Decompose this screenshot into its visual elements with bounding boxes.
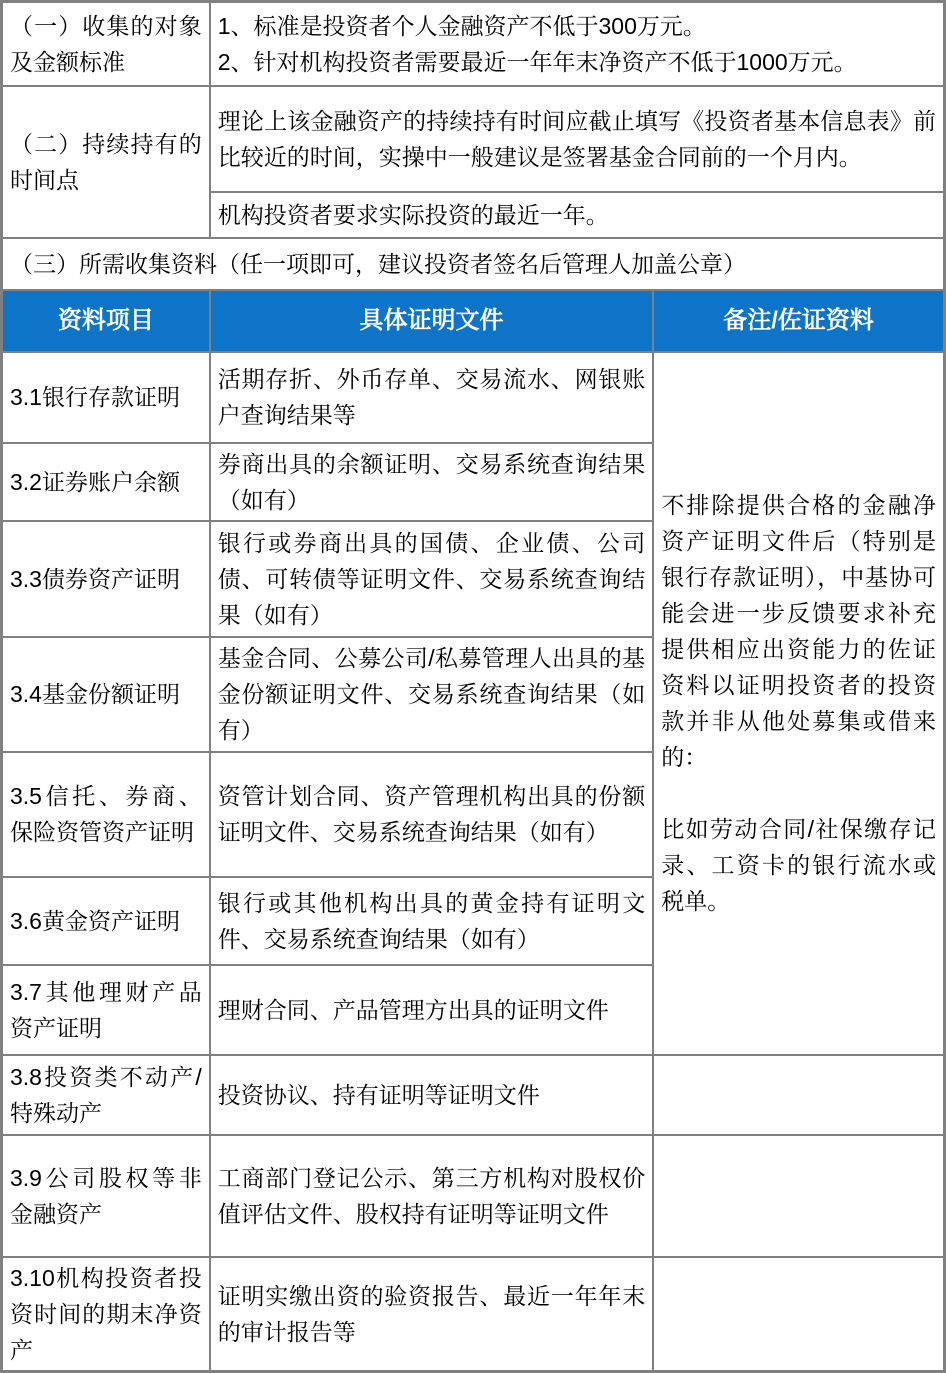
section-2-institution-text: 机构投资者要求实际投资的最近一年。 — [210, 192, 945, 238]
row-3-2-item: 3.2证券账户余额 — [2, 443, 210, 521]
section-2-label: （二）持续持有的时间点 — [2, 86, 210, 238]
row-3-6-item: 3.6黄金资产证明 — [2, 877, 210, 965]
section-1-label: （一）收集的对象及金额标准 — [2, 2, 210, 86]
section-1-row — [2, 2, 945, 86]
table-row-3-9 — [2, 1135, 945, 1257]
header-item-column: 资料项目 — [2, 290, 210, 352]
row-3-10-docs: 证明实缴出资的验资报告、最近一年年末的审计报告等 — [210, 1257, 653, 1372]
section-2-theory-text: 理论上该金融资产的持续持有时间应截止填写《投资者基本信息表》前比较近的时间，实操中一般建议是签署基金合同前的一个月内。 — [210, 86, 945, 192]
row-3-7-docs: 理财合同、产品管理方出具的证明文件 — [210, 965, 653, 1055]
row-3-5-docs: 资管计划合同、资产管理机构出具的份额证明文件、交易系统查询结果（如有） — [210, 752, 653, 877]
row-3-9-item: 3.9公司股权等非金融资产 — [2, 1135, 210, 1257]
note-merged-cell — [653, 352, 944, 1055]
section-1-content — [210, 2, 945, 86]
row-3-8-item: 3.8投资类不动产/特殊动产 — [2, 1055, 210, 1135]
note-paragraph-1: 不排除提供合格的金融净资产证明文件后（特别是银行存款证明），中基协可能会进一步反馈要求补充提供相应出资能力的佐证资料以证明投资者的投资款并非从他处募集或借来的： — [661, 492, 936, 770]
section-1-line-1: 1、标准是投资者个人金融资产不低于300万元。 — [217, 12, 706, 39]
row-3-3-item: 3.3债券资产证明 — [2, 521, 210, 637]
row-3-1-item: 3.1银行存款证明 — [2, 352, 210, 443]
row-3-7-item: 3.7其他理财产品资产证明 — [2, 965, 210, 1055]
header-note-column: 备注/佐证资料 — [653, 290, 944, 352]
table-row-3-10 — [2, 1257, 945, 1372]
row-3-4-docs: 基金合同、公募公司/私募管理人出具的基金份额证明文件、交易系统查询结果（如有） — [210, 637, 653, 752]
table-row-3-8 — [2, 1055, 945, 1135]
note-paragraph-2: 比如劳动合同/社保缴存记录、工资卡的银行流水或税单。 — [661, 816, 936, 914]
section-1-line-2: 2、针对机构投资者需要最近一年年末净资产不低于1000万元。 — [217, 48, 857, 75]
table-row-3-1 — [2, 352, 945, 443]
row-3-1-docs: 活期存折、外币存单、交易流水、网银账户查询结果等 — [210, 352, 653, 443]
row-3-3-docs: 银行或券商出具的国债、企业债、公司债、可转债等证明文件、交易系统查询结果（如有） — [210, 521, 653, 637]
section-2-row-theory — [2, 86, 945, 192]
row-3-5-item: 3.5信托、券商、保险资管资产证明 — [2, 752, 210, 877]
section-3-title-row — [2, 238, 945, 290]
row-3-10-note-empty — [653, 1257, 944, 1372]
row-3-9-docs: 工商部门登记公示、第三方机构对股权价值评估文件、股权持有证明等证明文件 — [210, 1135, 653, 1257]
row-3-6-docs: 银行或其他机构出具的黄金持有证明文件、交易系统查询结果（如有） — [210, 877, 653, 965]
row-3-9-note-empty — [653, 1135, 944, 1257]
table-header-row — [2, 290, 945, 352]
row-3-10-item: 3.10机构投资者投资时间的期末净资产 — [2, 1257, 210, 1372]
section-3-title: （三）所需收集资料（任一项即可，建议投资者签名后管理人加盖公章） — [2, 238, 945, 290]
row-3-2-docs: 券商出具的余额证明、交易系统查询结果（如有） — [210, 443, 653, 521]
row-3-4-item: 3.4基金份额证明 — [2, 637, 210, 752]
row-3-8-docs: 投资协议、持有证明等证明文件 — [210, 1055, 653, 1135]
row-3-8-note-empty — [653, 1055, 944, 1135]
header-docs-column: 具体证明文件 — [210, 290, 653, 352]
